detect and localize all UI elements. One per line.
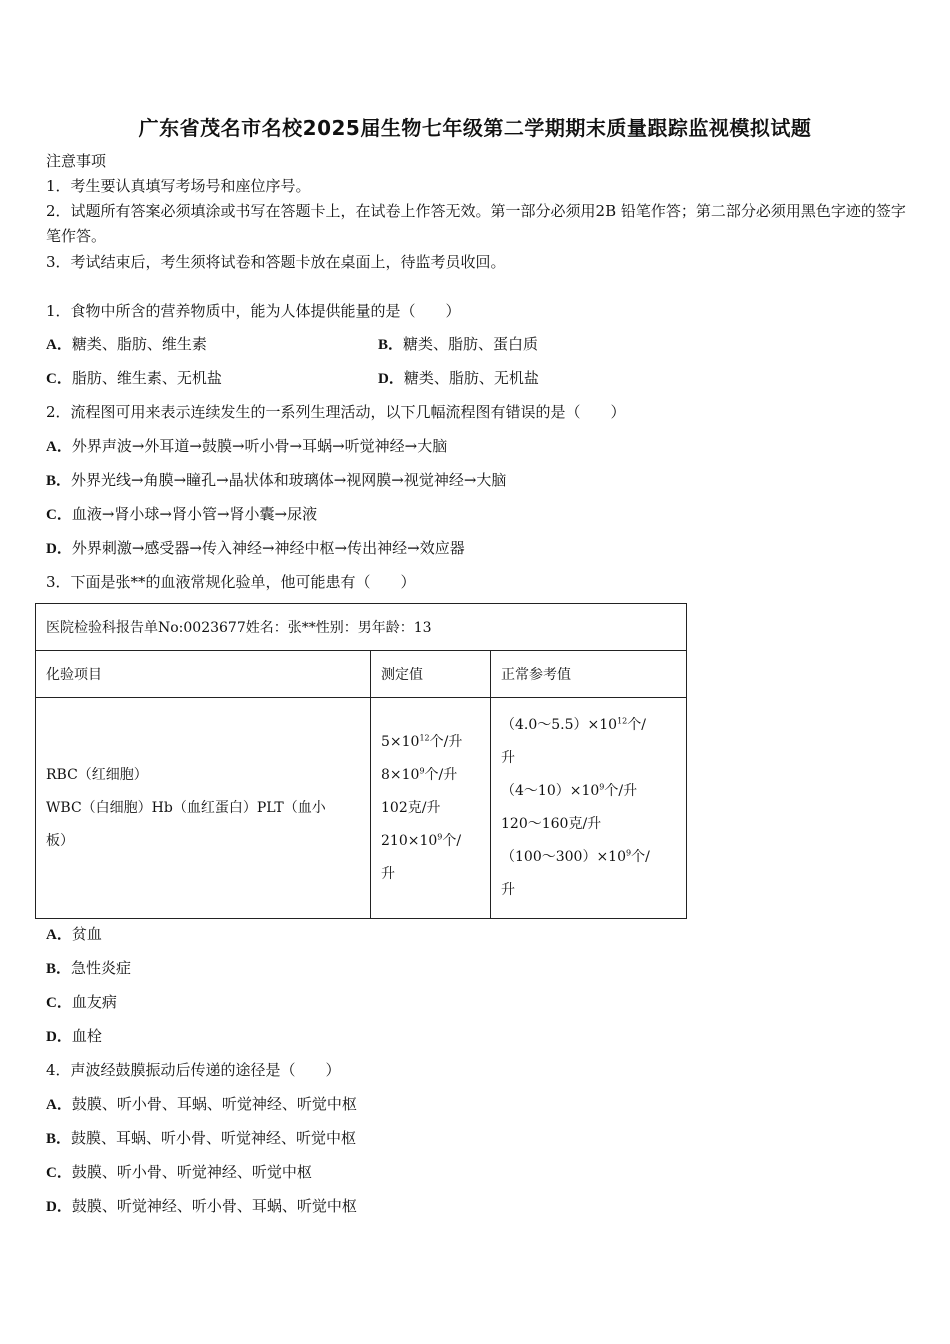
- value-exponent: 9: [419, 765, 425, 775]
- reference-line: [501, 874, 676, 907]
- lab-report-table: [35, 603, 687, 919]
- option-label: B．: [46, 473, 72, 489]
- option-label: A．: [46, 337, 72, 353]
- option-text: 鼓膜、听小骨、耳蜗、听觉神经、听觉中枢: [71, 1095, 357, 1113]
- value-unit: 个/: [631, 849, 650, 865]
- option-c[interactable]: [46, 992, 117, 1013]
- value-base: 210×10: [381, 832, 438, 849]
- question-stem: 3．下面是张**的血液常规化验单，他可能患有（ ）: [46, 573, 416, 591]
- option-text: 外界声波→外耳道→鼓膜→听小骨→耳蜗→听觉神经→大脑: [71, 437, 448, 455]
- option-label: C．: [46, 995, 72, 1011]
- option-label: B．: [46, 1131, 72, 1147]
- option-label: C．: [46, 371, 72, 387]
- question-stem: 2．流程图可用来表示连续发生的一系列生理活动，以下几幅流程图有错误的是（ ）: [46, 403, 626, 421]
- reference-line: [501, 709, 676, 742]
- option-a[interactable]: [46, 334, 207, 355]
- reference-line: [501, 841, 676, 874]
- notice-item: 2．试题所有答案必须填涂或书写在答题卡上，在试卷上作答无效。第一部分必须用2B 铅笔作答；第二部分必须用黑色字迹的签字笔作答。: [46, 202, 906, 245]
- value-unit: 个/升: [604, 783, 638, 799]
- item-line: 板）: [46, 832, 74, 849]
- value-base: 102克/升: [381, 799, 441, 816]
- value-unit: 个/升: [424, 766, 458, 783]
- option-b[interactable]: [46, 958, 131, 979]
- option-label: D．: [378, 371, 404, 387]
- col-header-reference: 正常参考值: [491, 651, 687, 698]
- option-label: C．: [46, 1165, 72, 1181]
- option-a[interactable]: [46, 924, 102, 945]
- reference-cell: [491, 698, 687, 919]
- option-b[interactable]: [46, 470, 506, 491]
- option-d[interactable]: [378, 368, 539, 389]
- value-exponent: 12: [419, 732, 430, 742]
- col-header-measured: 测定值: [371, 651, 491, 698]
- option-text: 外界刺激→感受器→传入神经→神经中枢→传出神经→效应器: [71, 539, 465, 557]
- option-d[interactable]: [46, 1026, 102, 1047]
- option-label: C．: [46, 507, 72, 523]
- option-label: D．: [46, 541, 72, 557]
- value-base: 升: [501, 882, 515, 898]
- item-line: WBC（白细胞）Hb（血红蛋白）PLT（血小: [46, 799, 326, 816]
- question-stem: 1．食物中所含的营养物质中，能为人体提供能量的是（ ）: [46, 302, 461, 320]
- option-text: 血友病: [71, 993, 117, 1011]
- value-exponent: 12: [617, 716, 628, 726]
- value-base: （4～10）×10: [501, 783, 600, 799]
- option-text: 鼓膜、耳蜗、听小骨、听觉神经、听觉中枢: [71, 1129, 357, 1147]
- option-c[interactable]: [46, 504, 317, 525]
- option-text: 外界光线→角膜→瞳孔→晶状体和玻璃体→视网膜→视觉神经→大脑: [71, 471, 507, 489]
- value-exponent: 9: [599, 782, 605, 792]
- option-text: 贫血: [71, 925, 102, 943]
- option-label: A．: [46, 439, 72, 455]
- value-unit: 个/升: [429, 733, 463, 750]
- option-text: 血液→肾小球→肾小管→肾小囊→尿液: [71, 505, 318, 523]
- measured-line: [381, 858, 480, 891]
- value-base: 8×10: [381, 766, 420, 783]
- page-title: 广东省茂名市名校2025届生物七年级第二学期期末质量跟踪监视模拟试题: [138, 116, 812, 140]
- report-header-cell: 医院检验科报告单No:0023677姓名：张**性别：男年龄：13: [36, 604, 687, 651]
- option-text: 血栓: [71, 1027, 102, 1045]
- option-label: D．: [46, 1199, 72, 1215]
- value-base: 升: [501, 750, 515, 766]
- value-base: 升: [381, 865, 395, 882]
- value-unit: 个/: [442, 832, 462, 849]
- option-text: 鼓膜、听小骨、听觉神经、听觉中枢: [71, 1163, 312, 1181]
- measured-line: [381, 792, 480, 825]
- option-text: 脂肪、维生素、无机盐: [71, 369, 222, 387]
- notice-heading: 注意事项: [46, 152, 107, 170]
- option-a[interactable]: [46, 436, 447, 457]
- option-d[interactable]: [46, 538, 465, 559]
- value-exponent: 9: [437, 831, 443, 841]
- option-a[interactable]: [46, 1094, 357, 1115]
- question-stem: 4．声波经鼓膜振动后传递的途径是（ ）: [46, 1061, 341, 1079]
- option-label: A．: [46, 1097, 72, 1113]
- value-unit: 个/: [627, 717, 646, 733]
- col-header-item: 化验项目: [36, 651, 371, 698]
- option-c[interactable]: [46, 368, 222, 389]
- reference-line: [501, 775, 676, 808]
- value-exponent: 9: [626, 848, 632, 858]
- option-b[interactable]: [46, 1128, 356, 1149]
- option-label: B．: [378, 337, 404, 353]
- measured-line: [381, 825, 480, 858]
- option-text: 糖类、脂肪、维生素: [71, 335, 207, 353]
- option-label: B．: [46, 961, 72, 977]
- option-label: D．: [46, 1029, 72, 1045]
- notice-item: 1．考生要认真填写考场号和座位序号。: [46, 177, 311, 195]
- items-cell: [36, 698, 371, 919]
- measured-cell: [371, 698, 491, 919]
- value-base: （4.0～5.5）×10: [501, 717, 618, 733]
- item-line: RBC（红细胞）: [46, 766, 148, 783]
- option-text: 鼓膜、听觉神经、听小骨、耳蜗、听觉中枢: [71, 1197, 357, 1215]
- option-label: A．: [46, 927, 72, 943]
- reference-line: [501, 808, 676, 841]
- measured-line: [381, 726, 480, 759]
- value-base: （100～300）×10: [501, 849, 626, 865]
- option-d[interactable]: [46, 1196, 357, 1217]
- option-text: 糖类、脂肪、蛋白质: [403, 335, 539, 353]
- option-b[interactable]: [378, 334, 538, 355]
- reference-line: [501, 742, 676, 775]
- option-text: 糖类、脂肪、无机盐: [403, 369, 539, 387]
- value-base: 120～160克/升: [501, 816, 602, 832]
- option-c[interactable]: [46, 1162, 312, 1183]
- notice-item: 3．考试结束后，考生须将试卷和答题卡放在桌面上，待监考员收回。: [46, 253, 506, 271]
- value-base: 5×10: [381, 733, 420, 750]
- measured-line: [381, 759, 480, 792]
- option-text: 急性炎症: [71, 959, 132, 977]
